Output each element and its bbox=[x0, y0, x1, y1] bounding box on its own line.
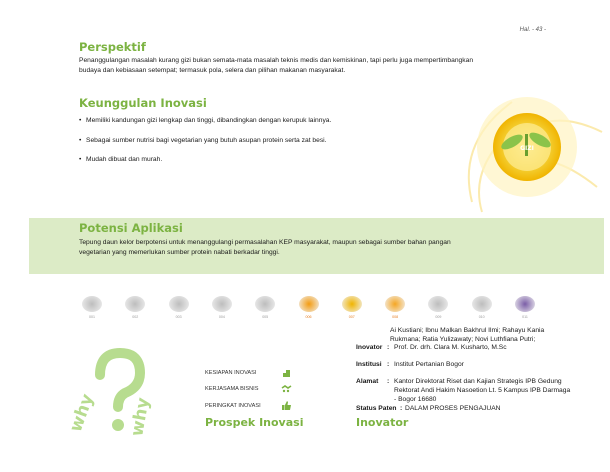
keunggulan-title: Keunggulan Inovasi bbox=[79, 96, 207, 110]
keunggulan-item: • Sebagai sumber nutrisi bagi vegetarian yang butuh asupan protein serta zat besi. bbox=[79, 136, 419, 145]
timeline-number: 007 bbox=[348, 315, 355, 319]
timeline-icon bbox=[293, 294, 325, 324]
svg-text:why: why bbox=[65, 391, 98, 435]
timeline-number: 011 bbox=[522, 315, 528, 319]
timeline-number: 009 bbox=[435, 315, 442, 319]
colon: : bbox=[387, 361, 390, 368]
timeline-icon-glyph bbox=[255, 296, 275, 312]
timeline-icon-glyph bbox=[385, 296, 405, 312]
timeline-icon-glyph bbox=[515, 296, 535, 312]
steps-icon bbox=[281, 367, 292, 378]
keunggulan-item: • Memiliki kandungan gizi lengkap dan tinggi, dibandingkan dengan kerupuk lainnya. bbox=[79, 116, 419, 125]
colon: : bbox=[387, 344, 390, 351]
sun-plant-graphic bbox=[452, 72, 602, 222]
why-question-logo bbox=[65, 345, 160, 440]
value-inovator: Prof. Dr. drh. Clara M. Kusharto, M.Sc bbox=[394, 344, 507, 351]
page-number: Hal. - 43 - bbox=[519, 27, 546, 33]
timeline-icon bbox=[509, 294, 541, 324]
timeline-number: 005 bbox=[262, 315, 269, 319]
timeline-icon bbox=[422, 294, 454, 324]
value-institusi: Institut Pertanian Bogor bbox=[394, 361, 464, 368]
timeline-icon bbox=[336, 294, 368, 324]
timeline-icon bbox=[206, 294, 238, 324]
timeline-icon bbox=[249, 294, 281, 324]
label-status: Status Paten bbox=[356, 405, 397, 412]
prospek-item-kerjasama: KERJASAMA BISNIS bbox=[205, 386, 259, 392]
timeline-number: 006 bbox=[305, 315, 312, 319]
label-inovator: Inovator bbox=[356, 344, 383, 351]
timeline-icon bbox=[76, 294, 108, 324]
timeline-icon-glyph bbox=[472, 296, 492, 312]
timeline-icon-row bbox=[76, 294, 556, 324]
label-alamat: Alamat bbox=[356, 378, 379, 385]
timeline-icon-glyph bbox=[342, 296, 362, 312]
keunggulan-item: • Mudah dibuat dan murah. bbox=[79, 155, 419, 164]
value-status: DALAM PROSES PENGAJUAN bbox=[405, 405, 501, 412]
timeline-icon-glyph bbox=[428, 296, 448, 312]
timeline-icon-glyph bbox=[125, 296, 145, 312]
colon: : bbox=[400, 405, 403, 412]
timeline-icon bbox=[466, 294, 498, 324]
perspektif-title: Perspektif bbox=[79, 40, 146, 54]
timeline-number: 002 bbox=[132, 315, 139, 319]
timeline-icon bbox=[379, 294, 411, 324]
sun-label: GIZI bbox=[520, 145, 534, 152]
timeline-number: 010 bbox=[478, 315, 485, 319]
timeline-icon-glyph bbox=[299, 296, 319, 312]
timeline-number: 004 bbox=[218, 315, 225, 319]
potensi-title: Potensi Aplikasi bbox=[79, 221, 183, 235]
prospek-title: Prospek Inovasi bbox=[205, 416, 304, 429]
label-institusi: Institusi bbox=[356, 361, 382, 368]
value-alamat: Kantor Direktorat Riset dan Kajian Strategis IPB Gedung Rektorat Andi Hakim Nasoetion Lt. 5 Kampus IPB Darmaga - Bogor 16680 bbox=[394, 378, 571, 403]
colon: : bbox=[387, 378, 390, 385]
timeline-icon-glyph bbox=[212, 296, 232, 312]
timeline-icon bbox=[119, 294, 151, 324]
inovator-title: Inovator bbox=[356, 416, 409, 429]
keunggulan-list bbox=[79, 116, 419, 175]
handshake-icon bbox=[281, 383, 292, 394]
thumbs-up-icon bbox=[281, 400, 292, 411]
timeline-icon-glyph bbox=[82, 296, 102, 312]
prospek-item-peringkat: PERINGKAT INOVASI bbox=[205, 403, 261, 409]
prospek-item-kesiapan: KESIAPAN INOVASI bbox=[205, 370, 257, 376]
timeline-number: 001 bbox=[89, 315, 95, 319]
potensi-text: Tepung daun kelor berpotensi untuk menanggulangi permasalahan KEP masyarakat, maupun sebagai sumber bahan pangan vegetarian yang memerlukan sumber protein nabati berkadar tinggi. bbox=[79, 239, 451, 256]
timeline-icon bbox=[163, 294, 195, 324]
inventor-names: Ai Kustiani; Ibnu Malkan Bakhrul Ilmi; Rahayu Kania Rukmana; Ratia Yulizawaty; Novi Luthfiana Putri; bbox=[390, 327, 545, 343]
svg-text:why: why bbox=[127, 396, 154, 438]
timeline-number: 003 bbox=[175, 315, 182, 319]
timeline-number: 008 bbox=[392, 315, 399, 319]
timeline-icon-glyph bbox=[169, 296, 189, 312]
perspektif-text: Penanggulangan masalah kurang gizi bukan semata-mata masalah teknis medis dan kemiskinan, tapi perlu juga mempertimbangkan budaya dan kebiasaan setempat; termasuk pola, selera dan pilihan makanan masyarakat. bbox=[79, 57, 474, 74]
